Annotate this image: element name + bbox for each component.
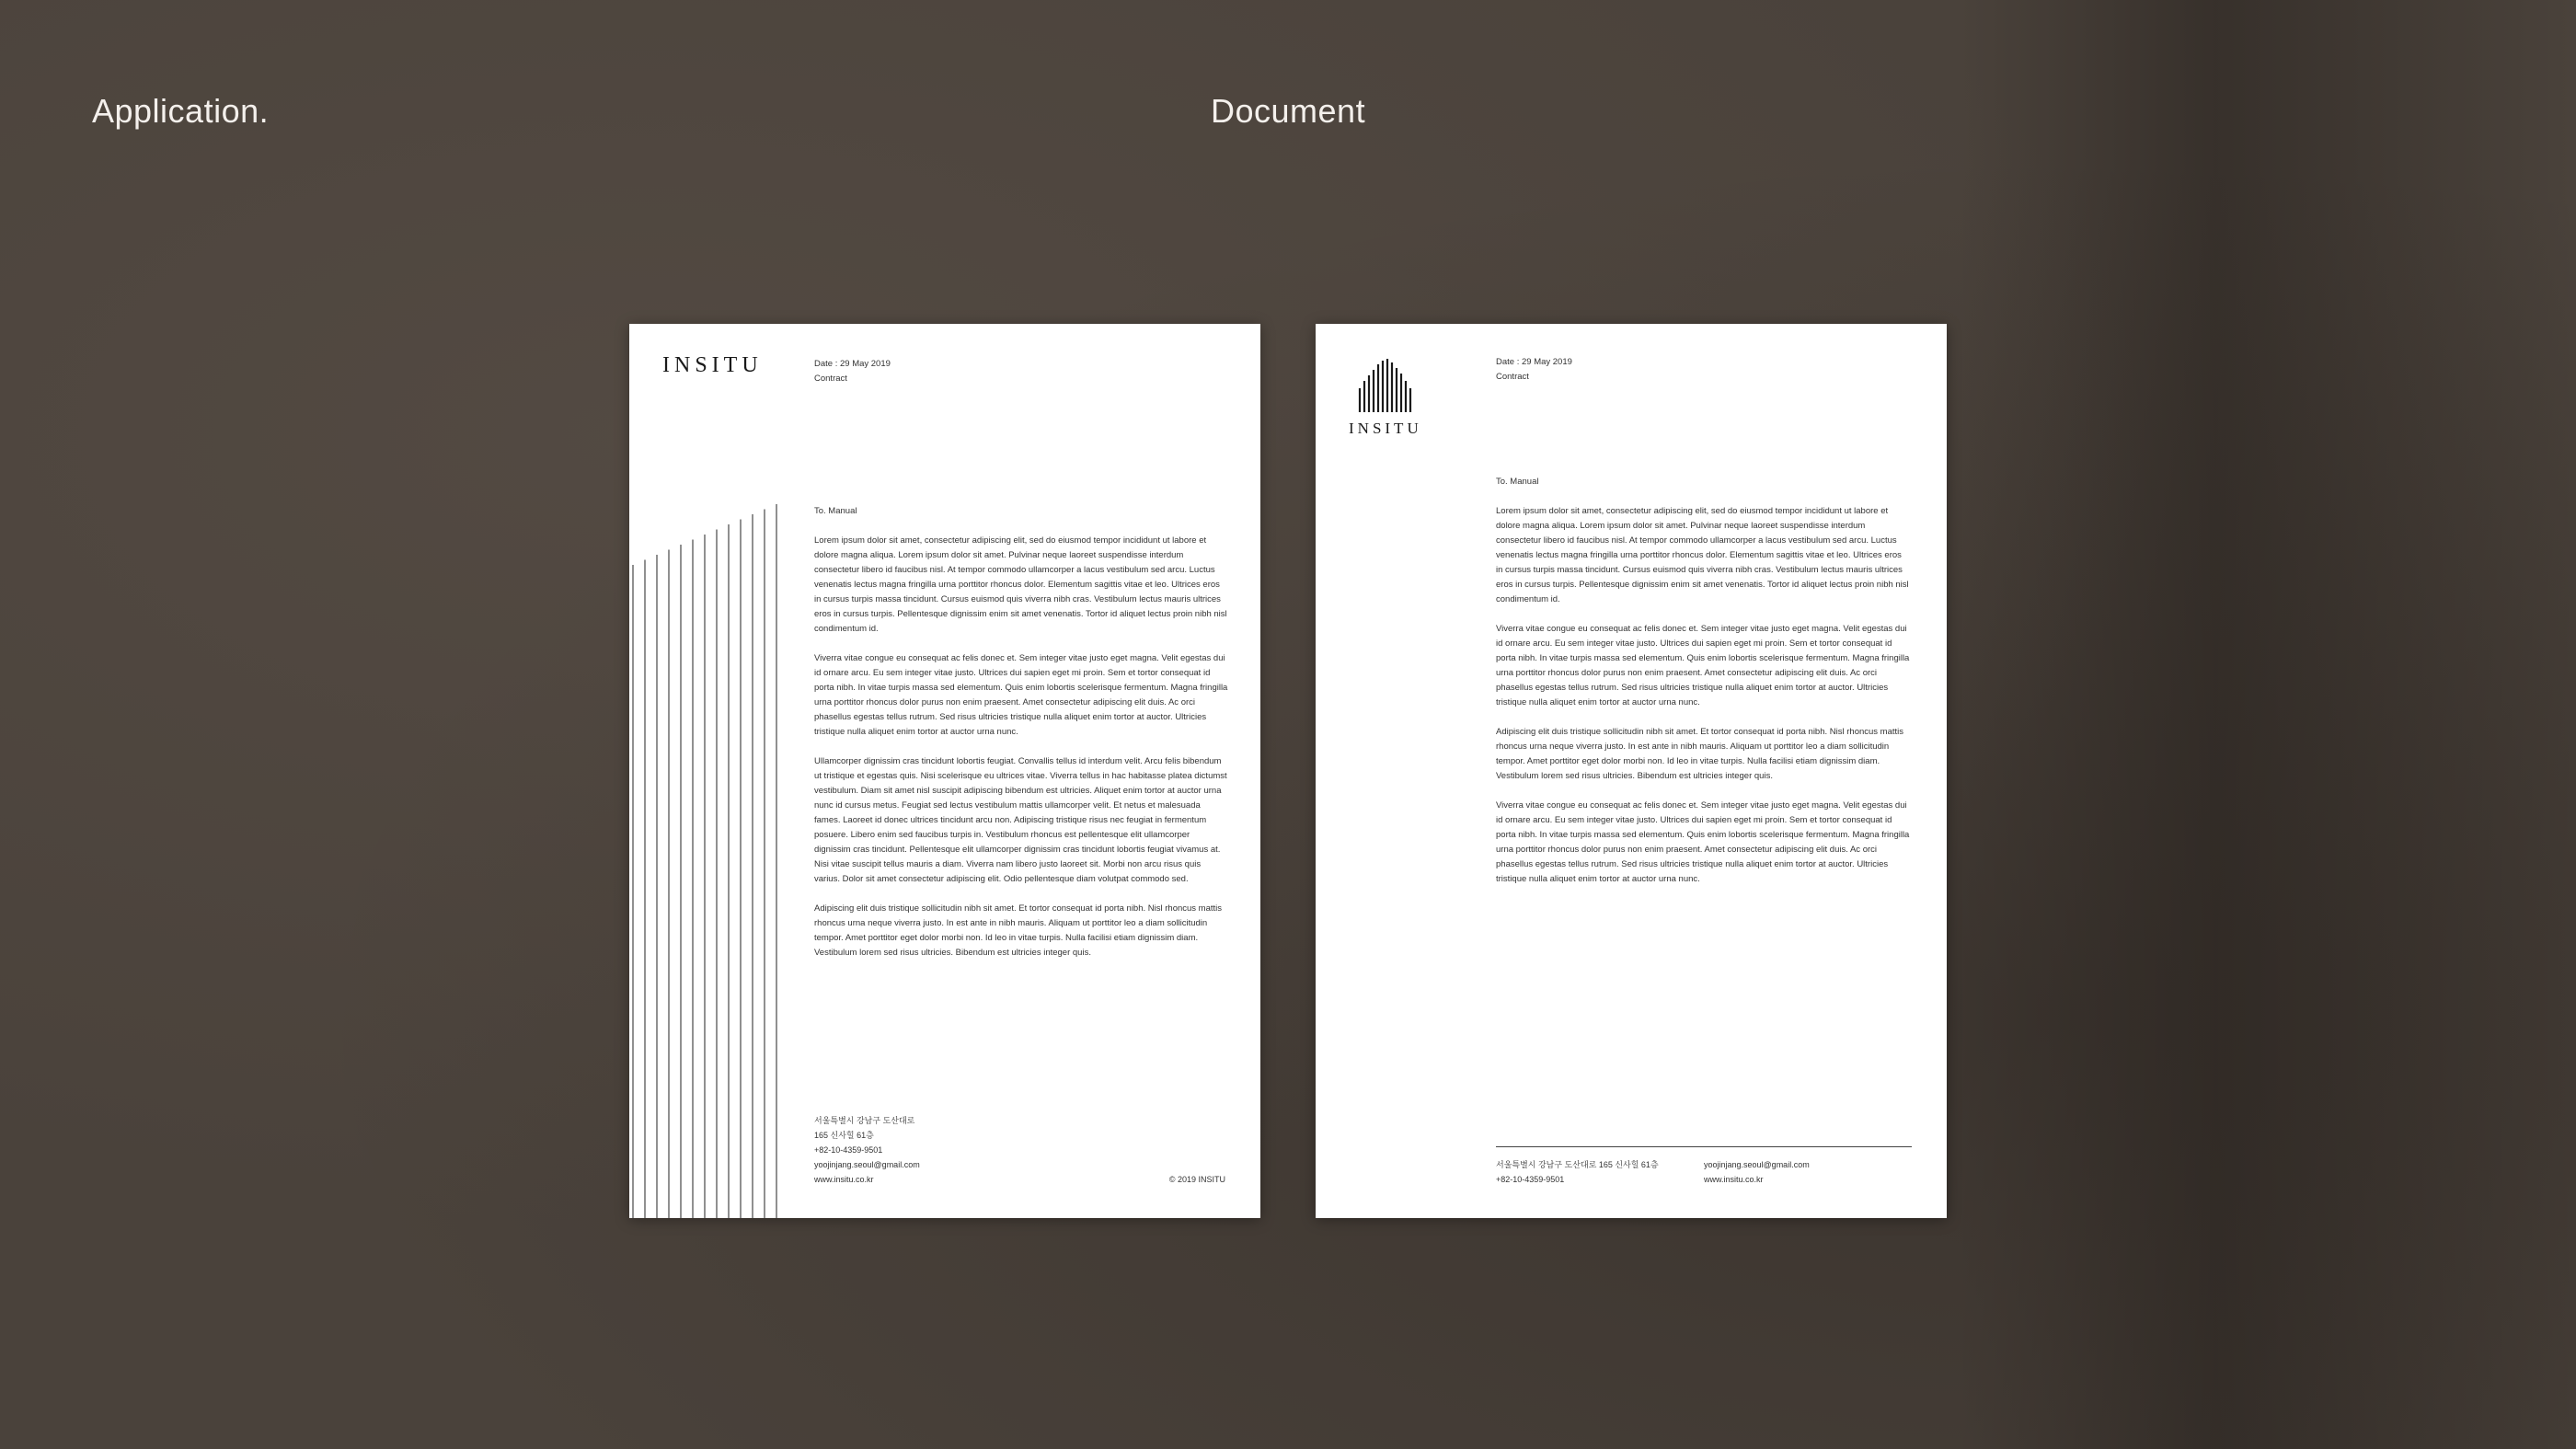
- building-logo-icon: [1356, 357, 1417, 419]
- document-date: Date : 29 May 2019: [814, 359, 891, 369]
- footer-email: yoojinjang.seoul@gmail.com: [1704, 1160, 1810, 1169]
- footer-email: yoojinjang.seoul@gmail.com: [814, 1160, 920, 1169]
- recipient: To. Manual: [814, 506, 857, 516]
- paragraph: Adipiscing elit duis tristique sollicitudin nibh sit amet. Et tortor consequat id porta nibh. Nisl rhoncus mattis rhoncus urna neque viverra justo. In est ante in nibh mauris. Aliquam ut porttitor leo a diam sollicitudin tempor. Amet porttitor eget dolor morbi non. Id leo in vitae turpis. Nulla facilisi etiam dignissim diam. Vestibulum lorem sed risus ultricies. Bibendum est ultricies integer quis.: [814, 903, 1223, 958]
- footer-divider: [1496, 1146, 1912, 1147]
- letter-body: [1496, 504, 1910, 902]
- paragraph: Viverra vitae congue eu consequat ac felis donec et. Sem integer vitae justo eget magna. Velit egestas dui id ornare arcu. Eu sem integer vitae justo. Ultrices dui sapien eget mi proin. Sem et tortor consequat id porta nibh. In vitae turpis massa sed elementum. Quis enim lobortis scelerisque fermentum. Magna fringilla urna porttitor rhoncus dolor purus non enim praesent. Amet consectetur adipiscing elit duis. Ac orci phasellus egestas tellus rutrum. Sed risus ultricies tristique nulla aliquet enim tortor at auctor. Ultricies tristique nulla aliquet enim tortor at auctor urna nunc.: [1496, 800, 1910, 884]
- footer-address: 서울특별시 강남구 도산대로 165 신사힐 61층: [1496, 1160, 1659, 1169]
- heading-application: Application.: [92, 92, 270, 130]
- paragraph: Lorem ipsum dolor sit amet, consectetur adipiscing elit, sed do eiusmod tempor incididunt ut labore et dolore magna aliqua. Lorem ipsum dolor sit amet. Pulvinar neque laoreet suspendisse interdum consectetur libero id faucibus nisl. At tempor commodo ullamcorper a lacus vestibulum sed arcu. Luctus venenatis lectus magna fringilla urna porttitor rhoncus dolor. Elementum sagittis vitae et leo. Ultrices eros in cursus turpis massa tincidunt. Cursus euismod quis viverra nibh cras. Vestibulum lectus mauris ultrices eros in cursus turpis. Pellentesque dignissim enim sit amet venenatis. Tortor id aliquet lectus proin nibh nisl condimentum id.: [1496, 506, 1909, 604]
- footer-phone: +82-10-4359-9501: [814, 1145, 883, 1155]
- paragraph: Adipiscing elit duis tristique sollicitudin nibh sit amet. Et tortor consequat id porta nibh. Nisl rhoncus mattis rhoncus urna neque viverra justo. In est ante in nibh mauris. Aliquam ut porttitor leo a diam sollicitudin tempor. Amet porttitor eget dolor morbi non. Id leo in vitae turpis. Nulla facilisi etiam dignissim diam. Vestibulum lorem sed risus ultricies. Bibendum est ultricies integer quis.: [1496, 727, 1904, 781]
- footer-website: www.insitu.co.kr: [814, 1175, 874, 1184]
- paragraph: Viverra vitae congue eu consequat ac felis donec et. Sem integer vitae justo eget magna. Velit egestas dui id ornare arcu. Eu sem integer vitae justo. Ultrices dui sapien eget mi proin. Sem et tortor consequat id porta nibh. In vitae turpis massa sed elementum. Quis enim lobortis scelerisque fermentum. Magna fringilla urna porttitor rhoncus dolor purus non enim praesent. Amet consectetur adipiscing elit duis. Ac orci phasellus egestas tellus rutrum. Sed risus ultricies tristique nulla aliquet enim tortor at auctor. Ultricies tristique nulla aliquet enim tortor at auctor urna nunc.: [814, 653, 1228, 737]
- paragraph: Lorem ipsum dolor sit amet, consectetur adipiscing elit, sed do eiusmod tempor incididunt ut labore et dolore magna aliqua. Lorem ipsum dolor sit amet. Pulvinar neque laoreet suspendisse interdum consectetur libero id faucibus nisl. At tempor commodo ullamcorper a lacus vestibulum sed arcu. Luctus venenatis lectus magna fringilla urna porttitor rhoncus dolor. Elementum sagittis vitae et leo. Ultrices eros in cursus turpis massa tincidunt. Cursus euismod quis viverra nibh cras. Vestibulum lectus mauris ultrices eros in cursus turpis. Pellentesque dignissim enim sit amet venenatis. Tortor id aliquet lectus proin nibh nisl condimentum id.: [814, 535, 1227, 634]
- footer-contact: [814, 1113, 920, 1187]
- footer-phone: +82-10-4359-9501: [1496, 1175, 1565, 1184]
- document-type: Contract: [814, 374, 847, 384]
- insitu-wordmark: INSITU: [662, 353, 763, 377]
- paragraph: Ullamcorper dignissim cras tincidunt lobortis feugiat. Convallis tellus id interdum velit. Arcu felis bibendum ut tristique et egestas quis. Nisi scelerisque eu ultrices vitae. Viverra tellus in hac habitasse platea dictumst vestibulum. Diam sit amet nisl suscipit adipiscing bibendum est ultricies. Aliquet enim tortor at auctor urna nunc id cursus metus. Feugiat sed lectus vestibulum mattis ullamcorper velit. Et netus et malesuada fames. Laoreet id donec ultrices tincidunt arcu non. Adipiscing tristique risus nec feugiat in fermentum posuere. Libero enim sed faucibus turpis in. Vestibulum rhoncus est pellentesque elit ullamcorper dignissim cras tincidunt. Pellentesque elit ullamcorper dignissim cras tincidunt lobortis feugiat vivamus at. Nisi vitae suscipit tellus mauris a diam. Viverra nam libero justo laoreet sit. Morbi non arcu risus quis varius. Dolor sit amet consectetur adipiscing elit. Odio pellentesque diam volutpat commodo sed.: [814, 756, 1227, 884]
- footer-address-line-1: 서울특별시 강남구 도산대로: [814, 1116, 915, 1125]
- document-date: Date : 29 May 2019: [1496, 357, 1572, 367]
- letterhead-sheet-b: [1316, 324, 1947, 1218]
- paragraph: Viverra vitae congue eu consequat ac felis donec et. Sem integer vitae justo eget magna. Velit egestas dui id ornare arcu. Eu sem integer vitae justo. Ultrices dui sapien eget mi proin. Sem et tortor consequat id porta nibh. In vitae turpis massa sed elementum. Quis enim lobortis scelerisque fermentum. Magna fringilla urna porttitor rhoncus dolor purus non enim praesent. Amet consectetur adipiscing elit duis. Ac orci phasellus egestas tellus rutrum. Sed risus ultricies tristique nulla aliquet enim tortor at auctor. Ultricies tristique nulla aliquet enim tortor at auctor urna nunc.: [1496, 624, 1910, 707]
- letter-body: [814, 534, 1228, 975]
- footer-address-line-2: 165 신사힐 61층: [814, 1131, 874, 1140]
- footer-contact-left: [1496, 1157, 1659, 1187]
- heading-document: Document: [1211, 92, 1366, 130]
- insitu-wordmark: INSITU: [1349, 420, 1422, 437]
- letterhead-sheet-a: [629, 324, 1260, 1218]
- footer-copyright: © 2019 INSITU: [1168, 1175, 1225, 1184]
- vertical-lines-graphic: [629, 504, 786, 1218]
- document-type: Contract: [1496, 372, 1529, 382]
- footer-website: www.insitu.co.kr: [1704, 1175, 1764, 1184]
- footer-contact-right: [1704, 1157, 1810, 1187]
- recipient: To. Manual: [1496, 477, 1539, 487]
